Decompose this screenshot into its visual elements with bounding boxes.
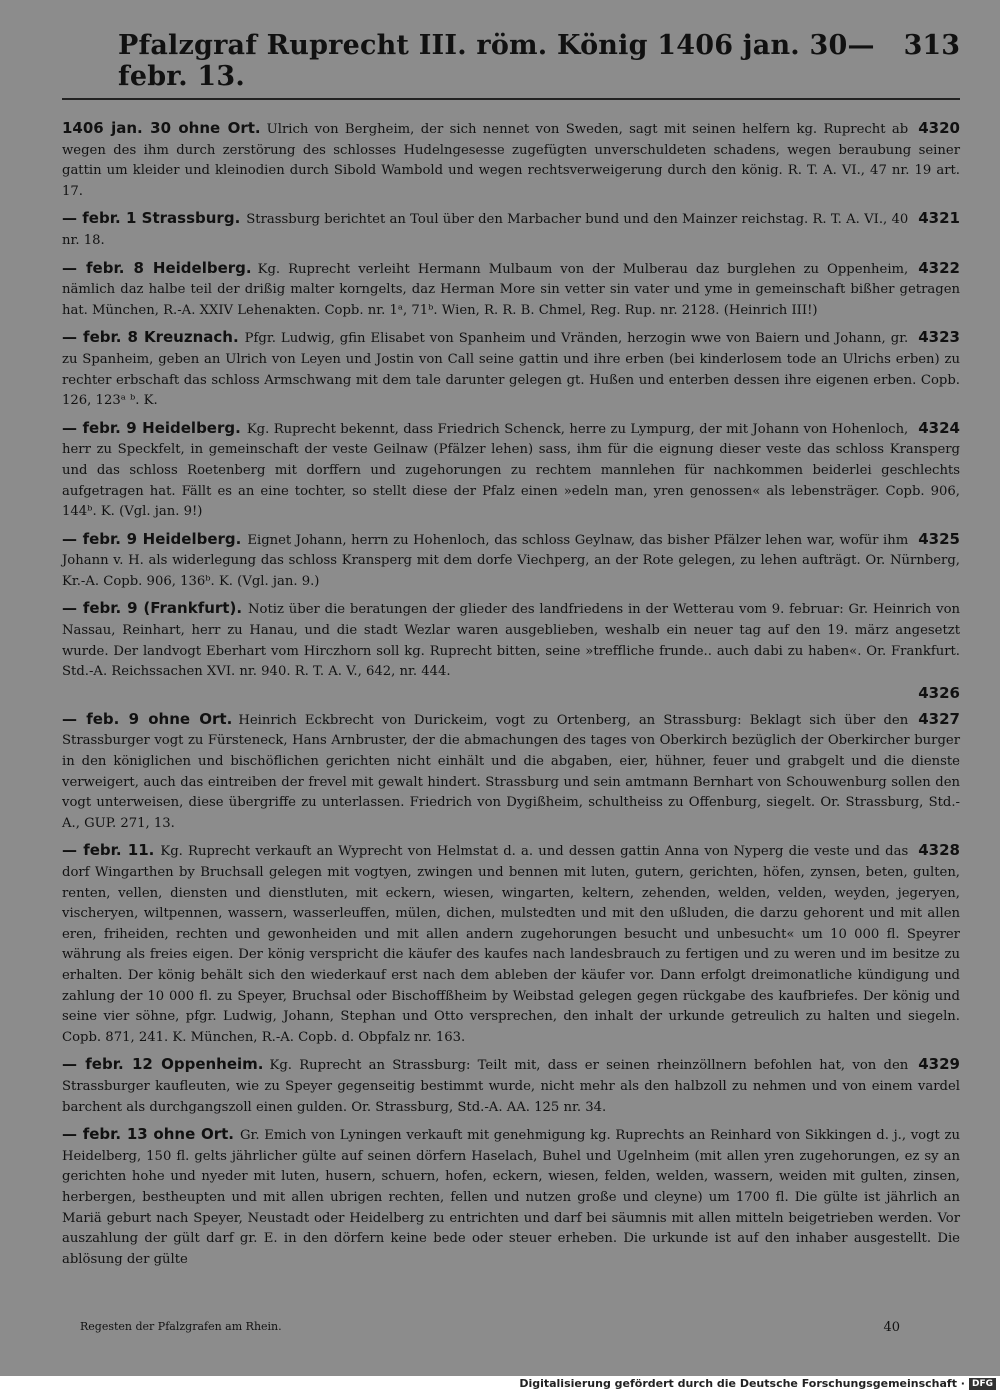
entry-date-place: — febr. 8 Kreuznach. — [62, 328, 239, 347]
entry-text: Strassburg berichtet an Toul über den Marbacher bund und den Mainzer reichstag. R. T. A. VI., 40 nr. 18. — [62, 212, 909, 248]
entry-date-place: — feb. 9 ohne Ort. — [62, 709, 233, 728]
regest-entry — [62, 1054, 960, 1118]
page-number: 313 — [903, 30, 960, 61]
entry-number: 4323 — [918, 328, 960, 347]
entry-date-place: — febr. 9 (Frankfurt). — [62, 599, 243, 618]
entry-number: 4325 — [918, 529, 960, 548]
entry-number: 4321 — [918, 209, 960, 228]
entry-number: 4326 — [918, 683, 960, 702]
entry-text: Heinrich Eckbrecht von Durickeim, vogt zu Ortenberg, an Strassburg: Beklagt sich über den Strassburger vogt zu Fürsteneck, Hans Arnbruster, der die abmachungen des tages von Oberkirch bezüglich der Oberkircher burger in den königlichen und bischöflichen gerichten nicht einhält und die abgaben, eier, hühner, feuer und grabgelt und die dienste verweigert, auch das eintreiben der frevel mit gewalt hindert. Strassburg und sein amtmann Bernhart von Schouwenburg sollen den vogt unterweisen, diese übergriffe zu unterlassen. Friedrich von Dygißheim, schultheiss zu Offenburg, siegelt. Or. Strassburg, Std.-A., GUP. 271, 13. — [62, 712, 960, 831]
entry-text: Gr. Emich von Lyningen verkauft mit genehmigung kg. Ruprechts an Reinhard von Sikkingen d. j., vogt zu Heidelberg, 150 fl. gelts jährlicher gülte auf seinen dörfern Haselach, Buhel und Ugelnheim (mit allen yren zugehorungen, ez sy an gerichten hohe und nyeder mit luten, husern, schuern, hofen, eckern, wiesen, felden, welden, wassern, weiden mit gulten, zinsen, herbergen, besthеupten und mit allen ubrigen rechten, fellen und nutzen große und cleyne) um 1700 fl. Die gülte ist jährlich an Mariä geburt nach Speyer, Neustadt oder Heidelberg zu entrichten und darf bei säumnis mit allen mitteln beigetrieben werden. Vor auszahlung der gült darf gr. E. in den dörfern keine bede oder steuer erheben. Die urkunde ist auf den inhaber ausgestellt. Die ablösung der gülte — [62, 1128, 960, 1267]
entry-text: Notiz über die beratungen der glieder des landfriedens in der Wetterau vom 9. februar: Gr. Heinrich von Nassau, Reinhart, herr zu Hanau, und die stadt Wezlar waren ausgeblieben, weshalb ein neuer tag auf den 19. märz angesetzt wurde. Der landvogt Eberhart vom Hirczhorn soll kg. Ruprecht bitten, seine »treffliche frunde.. auch dabi zu haben«. Or. Frankfurt. Std.-A. Reichssachen XVI. nr. 940. R. T. A. V., 642, nr. 444. — [62, 602, 960, 680]
entry-date-place: — febr. 9 Heidelberg. — [62, 529, 242, 548]
regest-entry — [62, 258, 960, 322]
entry-number: 4324 — [918, 418, 960, 437]
regest-entry — [62, 208, 960, 251]
entry-date-place: — febr. 11. — [62, 841, 155, 860]
entry-text: Kg. Ruprecht an Strassburg: Teilt mit, dass er seinen rheinzöllnern befohlen hat, von den Strassburger kaufleuten, wie zu Speyer gegenseitig bestimmt wurde, nicht mehr als den halbzoll zu nehmen und von einem vardel barchent als durchgangszoll einen gulden. Or. Strassburg, Std.-A. AA. 125 nr. 34. — [62, 1058, 960, 1115]
entry-date-place: — febr. 9 Heidelberg. — [62, 418, 241, 437]
entry-text: Kg. Ruprecht verkauft an Wyprecht von Helmstat d. a. und dessen gattin Anna von Nyperg die veste und das dorf Wingarthen by Bruchsall gelegen mit vogtyen, zwingen und bennen mit luten, gutern, gerichten, höfen, zynsen, beten, gulten, renten, vellen, diensten und dienstluten, mit eckern, wiesen, wingarten, keltern, zehenden, welden, velden, weyden, jegeryen, vischeryen, wiltpennen, wassern, wasserleuffen, mülen, dichen, mulstedten und mit den ußluden, die darzu gehorent und mit allen eren, friheiden, rechten und gewonheiden und mit allen andern zugehorungen besucht und unbesucht« um 10 000 fl. Speyrer währung als freies eigen. Der könig verspricht die käufer des kaufes nach landesbrauch zu fertigen und zu weren und im besitze zu erhalten. Der könig behält sich den wiederkauf erst nach dem ableben der käufer vor. Dann erfolgt dreimonatliche kündigung und zahlung der 10 000 fl. zu Speyer, Bruchsal oder Bischoffßheim by Weibstad gelegen gegen rückgabe des kaufbriefes. Der könig und seine vier söhne, pfgr. Ludwig, Johann, Stephan und Otto versprechen, den inhalt der urkunde getreulich zu halten und siegeln. Copb. 871, 241. K. München, R.-A. Copb. d. Obpfalz nr. 163. — [62, 844, 960, 1045]
entry-date-place: 1406 jan. 30 ohne Ort. — [62, 119, 261, 137]
entry-date-place: — febr. 1 Strassburg. — [62, 209, 241, 228]
dfg-logo-icon: DFG — [969, 1378, 996, 1390]
entry-date-place: — febr. 8 Heidelberg. — [62, 258, 252, 277]
entry-number: 4322 — [918, 258, 960, 277]
regesta-entries — [62, 118, 960, 1270]
funding-text: Digitalisierung gefördert durch die Deutsche Forschungsgemeinschaft · — [519, 1377, 965, 1390]
regest-entry — [62, 598, 960, 702]
entry-number: 4327 — [918, 709, 960, 728]
entry-text: Ulrich von Bergheim, der sich nennet von Sweden, sagt mit seinen helfern kg. Ruprecht ab wegen des ihm durch zerstörung des schlosses Hudelngesesse zugefügten unverschuldeten schadens, wegen beraubung seiner gattin um kleider und kleinodien durch Sibold Wambold und wegen rechtsverweigerung durch den könig. R. T. A. VI., 47 nr. 19 art. 17. — [62, 122, 960, 199]
regest-entry — [62, 529, 960, 593]
entry-date-place: — febr. 12 Oppenheim. — [62, 1055, 264, 1074]
entry-text: Kg. Ruprecht verleiht Hermann Mulbaum von der Mulberau daz burglehen zu Oppenheim, nämlich daz halbe teil der drißig malter korngelts, daz Herman More sin vetter sin vater und yme in gemeinschaft bißher getragen hat. München, R.-A. XXIV Lehenakten. Copb. nr. 1ᵃ, 71ᵇ. Wien, R. R. B. Chmel, Reg. Rup. nr. 2128. (Heinrich III!) — [62, 261, 960, 318]
regest-entry — [62, 327, 960, 411]
entry-text: Pfgr. Ludwig, gfin Elisabet von Spanheim und Vränden, herzogin wwe von Baiern und Johann, gr. zu Spanheim, geben an Ulrich von Leyen und Jostin von Call seine gattin und ihre erben (bei kinderlosem tode an Ulrichs erben) zu rechter erbschaft das schloss Armschwang mit dem tale darunter gelegen gt. Hußen und enterben dessen ihre eigenen erben. Copb. 126, 123ᵃ ᵇ. K. — [62, 331, 960, 409]
entry-number: 4328 — [918, 841, 960, 860]
footer-sheet-number: 40 — [883, 1320, 900, 1335]
entry-text: Kg. Ruprecht bekennt, dass Friedrich Schenck, herre zu Lympurg, der mit Johann von Hohenloch, herr zu Speckfelt, in gemeinschaft der veste Geilnaw (Pfälzer lehen) sass, ihm für die eignung dieser veste das schloss Kransperg und das schloss Roetenberg mit dorffern und zugehorungen zu rechtem mannlehen für nachkommen beiderlei geschlechts aufgetragen hat. Fällt es an eine tochter, so stellt diese der Pfalz einen »edeln man, yren genossen« als lebensträger. Copb. 906, 144ᵇ. K. (Vgl. jan. 9!) — [62, 421, 960, 520]
footer-series-title: Regesten der Pfalzgrafen am Rhein. — [80, 1320, 282, 1333]
entry-number: 4329 — [918, 1055, 960, 1074]
funding-bar — [0, 1376, 1000, 1391]
page-footer — [80, 1320, 960, 1335]
entry-date-place: — febr. 13 ohne Ort. — [62, 1125, 234, 1144]
regest-entry — [62, 709, 960, 835]
regest-entry — [62, 418, 960, 523]
entry-number: 4320 — [918, 119, 960, 137]
page-title: Pfalzgraf Ruprecht III. röm. König 1406 jan. 30—febr. 13. — [118, 30, 875, 92]
regest-entry — [62, 840, 960, 1048]
page-header — [62, 30, 960, 100]
regest-entry — [62, 118, 960, 202]
regest-entry — [62, 1124, 960, 1270]
entry-text: Eignet Johann, herrn zu Hohenloch, das schloss Geylnaw, das bisher Pfälzer lehen war, wofür ihm Johann v. H. als widerlegung das schloss Kransperg mit dem dorfe Viechperg, an der Rote gelegen, zu lehen aufträgt. Or. Nürnberg, Kr.-A. Copb. 906, 136ᵇ. K. (Vgl. jan. 9.) — [62, 532, 960, 589]
